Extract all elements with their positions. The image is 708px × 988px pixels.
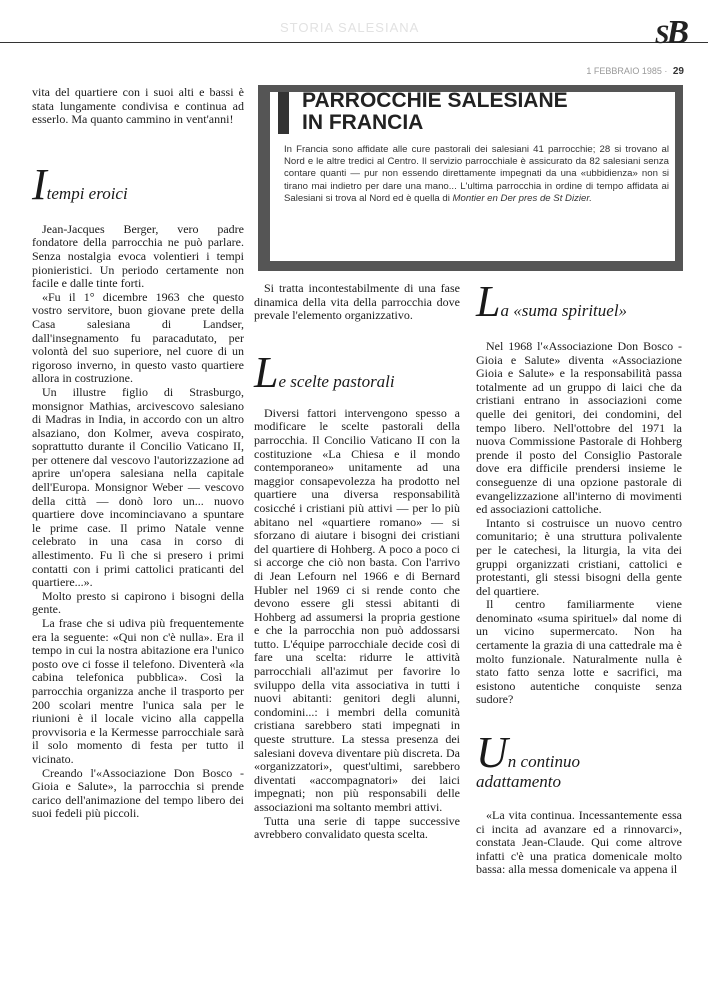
col2-paragraph: Tutta una serie di tappe successive avrebbero convalidato questa scelta. <box>254 813 460 842</box>
col1-paragraph: Molto presto si capirono i bisogni della gente. <box>32 588 244 617</box>
heading-line-1 <box>476 728 682 778</box>
col3-paragraph: «La vita continua. Incessantemente essa ci incita ad avanzare ed a rinnovarci», constata Jean-Claude. Qui come altrove infatti c'è una pratica domenicale molto bassa: alla messa domenicale va appena il <box>476 808 682 877</box>
page-info: 1 FEBBRAIO 1985 · 29 <box>586 66 684 77</box>
heading-initial: L <box>476 277 501 326</box>
col3-paragraph: Il centro familiarmente viene denominato «suma spirituel» dal nome di un vicino supermercato. Non ha certamente la grazia di una cattedrale ma è molto funzionale. Naturalmente nulla è stato fatto senza lotte e sacrifici, ma esistono autentiche conquiste senza sudore? <box>476 597 682 707</box>
heading-line-2: adattamento <box>476 772 561 792</box>
column-2 <box>254 282 460 842</box>
heading-text: a «suma spirituel» <box>500 301 628 320</box>
col3-paragraph: Intanto si costruisce un nuovo centro comunitario; è una struttura polivalente per le catechesi, la liturgia, la vita dei gruppi organizzati cristiani, cattolici e protestanti, gli stessi bisogni della gente del quartiere. <box>476 515 682 598</box>
heading-initial: I <box>32 159 47 209</box>
col1-paragraph: Creando l'«Associazione Don Bosco - Gioia e Salute», la parrocchia si prende carico dell'animazione del tempo libero dei suoi fedeli più piccoli. <box>32 765 244 821</box>
col2-paragraph: Diversi fattori intervengono spesso a modificare le scelte pastorali della parrocchia. Il Concilio Vaticano II con la costituzione «La Chiesa e il mondo contemporaneo» unitamente ad una maggior consapevolezza ha prodotto nel quartiere una diversa responsabilità cosicché i cristiani più attivi — per lo più abitano nel «quartiere romano» — si sforzano di aiutare i bisogni dei cristiani del quartiere di Hohberg. A poco a poco ci si accorge che ciò non basta. Con l'arrivo di Jean Lefourn nel 1966 e di Bernard Hubler nel 1969 ci si rende conto che devono essere gli stessi abitanti di Hohberg ad assumersi la propria gestione e che la parrocchia non può addossarsi tutto. L'équipe parrocchiale decide così di fare una scelta: ridurre le attività parrocchiali all'azimut per favorire lo sviluppo della vita associativa in tutti i nuovi abitanti: genitori degli alunni, condomini...: i membri della comunità cristiana sarebbero stati impegnati in queste strutture. La stessa presenza dei salesiani doveva diventare più discreta. Da «organizzatori», quest'ultimi, sarebbero diventati «accompagnatori» dei laici impegnati; non più responsabili delle associazioni ma soltanto membri attivi. <box>254 405 460 814</box>
col2-intro: Si tratta incontestabilmente di una fase dinamica della vita della parrocchia dove prevale l'elemento organizzativo. <box>254 281 460 323</box>
box-place: Montier en Der pres de St Dizier. <box>452 192 592 204</box>
header-rule <box>0 42 708 43</box>
heading-text: n continuo <box>507 752 581 772</box>
issue-date: 1 FEBBRAIO 1985 <box>586 66 662 76</box>
col1-intro: vita del quartiere con i suoi alti e bassi è stata lungamente condivisa e continua ad esserlo. Ma quanto cammino in vent'anni! <box>32 85 244 127</box>
col3-paragraph: Nel 1968 l'«Associazione Don Bosco - Gioia e Salute» diventa «Associazione Gioia e Salute» e la responsabilità passa totalmente ad un gruppo di laici che da cristiani entrano in associazioni come quelle dei genitori, dei condomini, del tempo libero. Nell'ottobre del 1971 la nuova Commissione Pastorale di Hohberg prende il posto del Consiglio Pastorale dove era difficile prendersi insieme le conseguenze di una opzione pastorale di evangelizzazione all'interno di movimenti ed associazioni cattoliche. <box>476 339 682 517</box>
faded-section-header: STORIA SALESIANA <box>280 20 420 35</box>
heading-text: e scelte pastorali <box>278 371 395 391</box>
page-number: 29 <box>672 66 684 77</box>
box-text <box>284 144 669 205</box>
col1-paragraph: Jean-Jacques Berger, vero padre fondatore della parrocchia ne può parlare. Senza nostalgia evoca volentieri i tempi pionieristici. Un periodo certamente non facile e dalle tinte forti. <box>32 221 244 291</box>
box-body: In Francia sono affidate alle cure pastorali dei salesiani 41 parrocchie; 28 si trovano al Nord e le altre tredici al Centro. Il servizio parrocchiale è assicurato da 82 salesiani senza contare quanti — pur non essendo direttamente impegnati da una «ubbidienza» non si tirano mai indietro per dare una mano... L'ultima parrocchia in ordine di tempo affidata ai Salesiani si trova al Nord ed è quella di <box>284 144 669 204</box>
heading-scelte-pastorali <box>254 347 460 397</box>
col1-paragraph: Un illustre figlio di Strasburgo, monsignor Mathias, arcivescovo salesiano di Madras in India, in accordo con un altro alsaziano, don Kolmer, aveva cospirato, soprattutto durante il Concilio Vaticano II, per ottenere dal vescovo l'autorizzazione ad aprire un'opera salesiana nella capitale dell'Europa. Monsignor Weber — vescovo della città — donò loro un... nuovo quartiere dove incominciavano a spuntare le prime case. Il primo Natale venne celebrato in una casa in corso di allestimento. Fu lì che si presero i primi contatti con i primi cattolici praticanti del quartiere...». <box>32 384 244 590</box>
column-3 <box>476 277 682 877</box>
column-1 <box>32 86 244 821</box>
col1-paragraph: La frase che si udiva più frequentemente era la seguente: «Qui non c'è nulla». Era il tempo in cui la nostra abitazione era l'unico posto ove ci fosse il telefono. Diventerà «la cabina telefonica pubblica». Così la parrocchia organizza anche il trasporto per 200 scolari mentre l'unica sala per le riunioni è il locale vicino alla cappella provvisoria e la Kermesse parrocchiale sarà il solo momento di festa per tutto il vicinato. <box>32 616 244 766</box>
heading-continuo-adattamento <box>476 728 682 792</box>
heading-suma-spirituel <box>476 277 682 326</box>
heading-tempi-eroici <box>32 159 244 209</box>
heading-initial: L <box>254 347 279 397</box>
magazine-logo <box>655 14 686 52</box>
box-accent-bar <box>278 92 289 134</box>
col1-paragraph: «Fu il 1° dicembre 1963 che questo vostro servitore, buon giovane prete della Casa salesiana di Landser, dall'insegnamento fu paracadutato, per volontà del suo superiore, nel cuore di un rigoroso inverno, in questo vasto quartiere allora in costruzione. <box>32 289 244 386</box>
box-title <box>302 90 682 134</box>
heading-text: tempi eroici <box>46 183 128 203</box>
logo-s: S <box>654 20 667 49</box>
heading-initial: U <box>476 728 508 778</box>
box-title-line-1: PARROCCHIE SALESIANE <box>302 89 568 112</box>
logo-b: B <box>666 14 686 51</box>
box-title-line-2: IN FRANCIA <box>302 111 424 134</box>
